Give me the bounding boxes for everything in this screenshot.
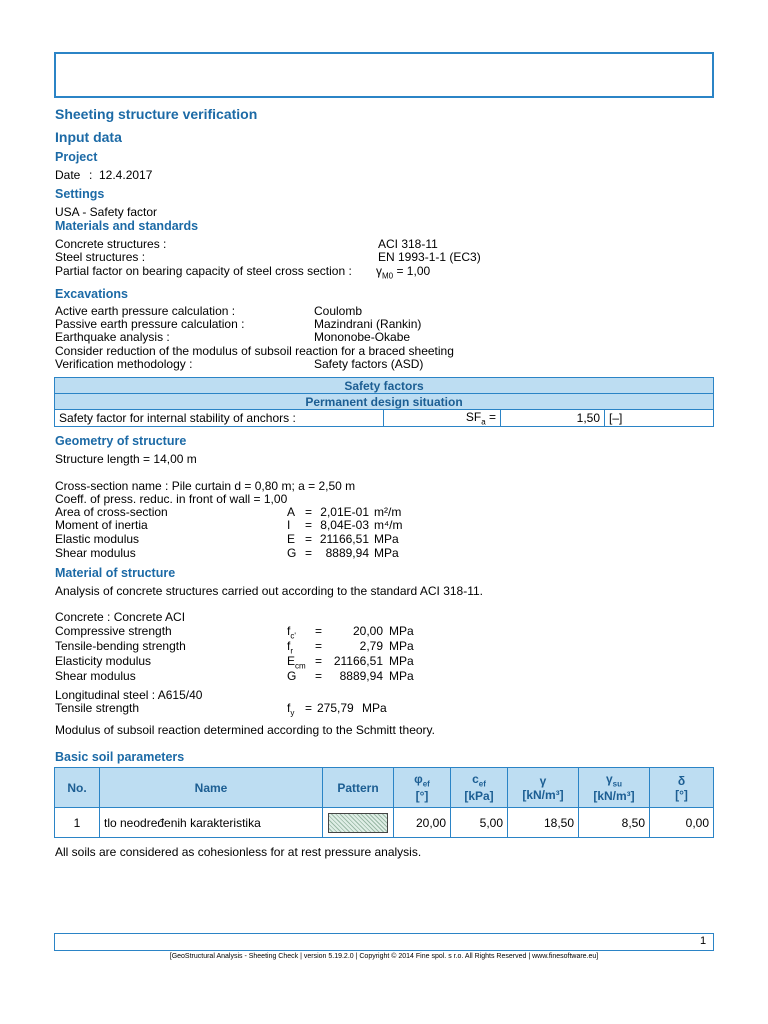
safety-symbol [384,410,501,427]
excavations-value: Coulomb [314,304,363,318]
safety-factors-table [54,377,714,427]
page-number: 1 [700,935,707,947]
sf-symbol: SF [465,410,482,424]
c-unit: [kPa] [464,788,494,803]
soil-heading: Basic soil parameters [55,750,185,764]
safety-value: 1,50 [501,410,605,427]
concrete-prop-value: 2,79 [359,639,383,653]
steel-prop-label: Tensile strength [55,701,140,715]
delta-unit: [°] [675,787,688,802]
geometry-heading: Geometry of structure [55,434,187,448]
footer-frame [54,933,714,951]
prop-symbol: E [287,532,296,546]
steel-prop-symbol [287,702,294,720]
soil-pattern-swatch [328,813,388,833]
sym: E [287,654,296,668]
gamma-m0-number: = 1,00 [396,264,431,278]
prop-label: Elastic modulus [55,532,140,546]
concrete-prop-value: 21166,51 [333,654,383,668]
col-name: Name [100,768,323,808]
concrete-prop-unit: MPa [389,669,414,683]
project-heading: Project [55,150,98,164]
concrete-prop-label: Tensile-bending strength [55,639,186,653]
concrete-prop-eq: = [315,639,323,653]
safety-unit: [–] [605,410,714,427]
date-sep: : [89,168,93,182]
materials-heading: Materials and standards [55,219,199,233]
prop-eq: = [305,546,313,560]
design-situation-header: Permanent design situation [55,394,714,410]
prop-value: 8889,94 [325,546,369,560]
table-row [55,808,714,838]
prop-value: 8,04E-03 [320,518,369,532]
steel-prop-eq: = [305,701,313,715]
gamma-subscript: M0 [382,271,394,281]
concrete-prop-eq: = [315,654,323,668]
settings-heading: Settings [55,187,105,201]
c-sub: ef [478,779,486,789]
concrete-prop-label: Compressive strength [55,624,172,638]
sym-sub: cm [295,661,306,671]
phi-sub: ef [422,779,430,789]
sym: f [287,639,291,653]
excavations-value: Safety factors (ASD) [314,357,424,371]
safety-row-label: Safety factor for internal stability of anchors : [55,410,384,427]
sf-subscript: a [481,417,486,427]
settings-value: USA - Safety factor [55,205,158,219]
excavations-label: Passive earth pressure calculation : [55,317,245,331]
prop-unit: MPa [374,532,399,546]
cross-section-name: Cross-section name : Pile curtain d = 0,80 m; a = 2,50 m [55,479,356,493]
sym-sub: r [290,646,294,656]
footer-copyright: [GeoStructural Analysis - Sheeting Check | version 5.19.2.0 | Copyright © 2014 Fine spol. s r.o. All Rights Reserved | www.finesoftware.eu] [169,953,599,960]
excavations-label: Verification methodology : [55,357,193,371]
soil-gamma: 18,50 [508,808,579,838]
prop-symbol: I [287,518,291,532]
gamma-symbol: γ [539,773,547,788]
sym: f [287,624,291,638]
gamma-unit: [kN/m³] [522,787,564,802]
materials-value: EN 1993-1-1 (EC3) [378,250,481,264]
sym: f [287,701,291,715]
materials-label: Concrete structures : [55,237,167,251]
steel-name: Longitudinal steel : A615/40 [55,688,203,702]
concrete-prop-unit: MPa [389,624,414,638]
delta-symbol: δ [677,773,686,788]
soil-delta: 0,00 [650,808,714,838]
excavations-value: Mazindrani (Rankin) [314,317,422,331]
excavations-label: Consider reduction of the modulus of subsoil reaction for a braced sheeting [55,344,454,358]
subsoil-note: Modulus of subsoil reaction determined according to the Schmitt theory. [55,723,435,737]
concrete-prop-value: 20,00 [352,624,383,638]
date-label: Date [55,168,81,182]
gamma-su-sub: su [612,779,623,789]
material-analysis: Analysis of concrete structures carried out according to the standard ACI 318-11. [55,584,484,598]
prop-value: 21166,51 [319,532,369,546]
excavations-label: Earthquake analysis : [55,330,170,344]
prop-eq: = [305,532,313,546]
sym-sub: c' [290,631,296,641]
soil-c: 5,00 [451,808,508,838]
col-no: No. [55,768,100,808]
col-c [451,768,508,808]
materials-value: ACI 318-11 [378,237,438,251]
prop-unit: m²/m [374,505,402,519]
date-value: 12.4.2017 [99,168,153,182]
col-gamma-su [579,768,650,808]
col-gamma [508,768,579,808]
prop-unit: MPa [374,546,399,560]
concrete-prop-symbol [287,670,296,684]
gamma-m0-value [376,265,430,283]
gamma-su-unit: [kN/m³] [593,788,635,803]
phi-unit: [°] [415,788,429,803]
prop-eq: = [305,518,313,532]
concrete-prop-eq: = [315,669,323,683]
prop-eq: = [305,505,313,519]
prop-label: Area of cross-section [55,505,168,519]
excavations-label: Active earth pressure calculation : [55,304,236,318]
soil-no: 1 [55,808,100,838]
concrete-prop-label: Shear modulus [55,669,136,683]
concrete-prop-label: Elasticity modulus [55,654,152,668]
concrete-prop-unit: MPa [389,639,414,653]
soil-pattern-cell [323,808,394,838]
sf-eq: = [488,410,496,424]
prop-symbol: G [287,546,297,560]
safety-factors-header: Safety factors [55,378,714,394]
concrete-prop-eq: = [315,624,323,638]
prop-label: Moment of inertia [55,518,148,532]
prop-value: 2,01E-01 [320,505,369,519]
soil-gamma-su: 8,50 [579,808,650,838]
concrete-name: Concrete : Concrete ACI [55,610,186,624]
excavations-value: Mononobe-Okabe [314,330,411,344]
steel-prop-unit: MPa [362,701,387,715]
col-phi [394,768,451,808]
page-title: Sheeting structure verification [55,106,258,122]
sym-sub: y [290,708,295,718]
coeff-reduction: Coeff. of press. reduc. in front of wall = 1,00 [55,492,288,506]
gamma-symbol: γ [376,264,382,278]
sym: G [287,669,297,683]
input-data-heading: Input data [55,129,122,145]
material-heading: Material of structure [55,566,176,580]
col-pattern: Pattern [323,768,394,808]
materials-label: Steel structures : [55,250,146,264]
concrete-prop-value: 8889,94 [339,669,383,683]
concrete-prop-unit: MPa [389,654,414,668]
soil-parameters-table [54,767,714,838]
col-delta [650,768,714,808]
soil-note: All soils are considered as cohesionless for at rest pressure analysis. [55,845,422,859]
prop-symbol: A [287,505,296,519]
prop-unit: m⁴/m [374,518,403,532]
materials-label: Partial factor on bearing capacity of steel cross section : [55,264,352,278]
gamma-su-symbol: γ [605,772,613,787]
soil-name: tlo neodređenih karakteristika [100,808,323,838]
c-symbol: c [472,772,479,787]
structure-length: Structure length = 14,00 m [55,452,197,466]
soil-phi: 20,00 [394,808,451,838]
excavations-heading: Excavations [55,287,128,301]
prop-label: Shear modulus [55,546,136,560]
header-frame [54,52,714,98]
phi-symbol: φ [414,772,423,787]
steel-prop-value: 275,79 [317,701,354,715]
